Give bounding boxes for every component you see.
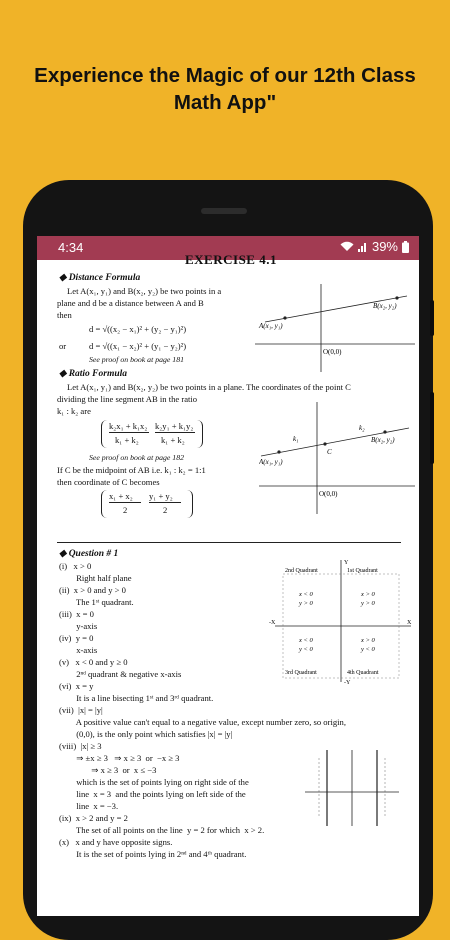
ratio-graph-origin: O(0,0) bbox=[319, 490, 338, 498]
answer-line: The set of all points on the line y = 2 for which x > 2. bbox=[59, 825, 265, 835]
answer-line: A positive value can't equal to a negative value, except number zero, so origin, bbox=[59, 717, 346, 727]
x-axis-label: X bbox=[407, 620, 412, 626]
quadrant-3-x: x < 0 bbox=[299, 637, 313, 644]
ratio-proof: See proof on book at page 182 bbox=[89, 453, 184, 462]
ratio-line5: then coordinate of C becomes bbox=[57, 477, 160, 487]
distance-line2: plane and d be a distance between A and B bbox=[57, 298, 204, 308]
phone-screen bbox=[37, 236, 419, 916]
answer-line: x-axis bbox=[59, 645, 98, 655]
status-icons bbox=[340, 239, 409, 254]
quadrant-1-x: x > 0 bbox=[361, 591, 375, 598]
inequality-graph bbox=[305, 748, 401, 828]
quadrant-1-y: y > 0 bbox=[361, 600, 375, 607]
ratio-graph-a: A(x₁, y₁) bbox=[259, 458, 283, 466]
phone-speaker bbox=[201, 208, 247, 214]
answer-line: line x = 3 and the points lying on left side of the bbox=[59, 789, 246, 799]
distance-graph bbox=[255, 284, 415, 374]
ratio-line1: Let A(x₁, y₁) and B(x₂, y₂) be two points in a plane. The coordinates of the point C bbox=[67, 382, 351, 392]
status-time: 4:34 bbox=[58, 240, 84, 255]
ratio-num2: k₂y₁ + k₁y₂ bbox=[155, 421, 194, 431]
quadrant-4-x: x > 0 bbox=[361, 637, 375, 644]
answer-line: (v) x < 0 and y ≥ 0 bbox=[59, 657, 128, 667]
answer-line: (x) x and y have opposite signs. bbox=[59, 837, 173, 847]
quadrant-2-x: x < 0 bbox=[299, 591, 313, 598]
ratio-fraction-bar2 bbox=[155, 432, 195, 433]
exercise-title: EXERCISE 4.1 bbox=[185, 252, 277, 267]
neg-x-axis-label: -X bbox=[269, 620, 276, 626]
ratio-line3: k₁ : k₂ are bbox=[57, 406, 91, 416]
answer-line: (ii) x > 0 and y > 0 bbox=[59, 585, 126, 595]
quadrant-2-y: y > 0 bbox=[299, 600, 313, 607]
answer-line: which is the set of points lying on right side of the bbox=[59, 777, 249, 787]
answer-line: ⇒ ±x ≥ 3 ⇒ x ≥ 3 or −x ≥ 3 bbox=[59, 753, 180, 763]
distance-or: or bbox=[59, 341, 67, 351]
section-divider bbox=[57, 542, 401, 543]
question-heading bbox=[59, 548, 118, 560]
ratio-num1: k₂x₁ + k₁x₂ bbox=[109, 421, 148, 431]
answer-line: It is a line bisecting 1ˢᵗ and 3ʳᵈ quadrant. bbox=[59, 693, 214, 703]
answer-line: (vii) |x| = |y| bbox=[59, 705, 103, 715]
ratio-heading-text: Ratio Formula bbox=[68, 369, 128, 379]
answer-line: (vi) x = y bbox=[59, 681, 94, 691]
distance-line1: Let A(x₁, y₁) and B(x₂, y₂) be two points in a bbox=[67, 286, 222, 296]
document-page[interactable] bbox=[37, 252, 419, 916]
volume-button bbox=[430, 300, 434, 336]
answer-line: It is the set of points lying in 2ⁿᵈ and 4ᵗʰ quadrant. bbox=[59, 849, 247, 859]
distance-graph-a-label: A(x₁, y₁) bbox=[259, 322, 283, 330]
ratio-graph-c: C bbox=[327, 448, 332, 456]
distance-formula1: d = √((x₂ − x₁)² + (y₂ − y₁)²) bbox=[89, 324, 187, 334]
question-heading-text: Question # 1 bbox=[68, 549, 119, 559]
quadrant-3-y: y < 0 bbox=[299, 646, 313, 653]
answer-line: Right half plane bbox=[59, 573, 132, 583]
ratio-graph bbox=[259, 396, 415, 516]
y-axis-label: Y bbox=[344, 560, 349, 566]
ratio-graph-k1: k₁ bbox=[293, 435, 299, 443]
quadrant-4-y: y < 0 bbox=[361, 646, 375, 653]
answer-line: (i) x > 0 bbox=[59, 561, 92, 571]
promo-headline-line1: Experience the Magic of our 12th Class bbox=[34, 64, 416, 87]
distance-proof: See proof on book at page 181 bbox=[89, 355, 184, 364]
midpoint-num1: x₁ + x₂ bbox=[109, 491, 133, 501]
midpoint-num2: y₁ + y₂ bbox=[149, 491, 173, 501]
quadrant-2-label: 2nd Quadrant bbox=[285, 568, 318, 574]
answer-line: (0,0), is the only point which satisfies |x| = |y| bbox=[59, 729, 233, 739]
diamond-bullet-icon: ◆ bbox=[59, 273, 67, 283]
battery-icon bbox=[402, 241, 409, 253]
quadrant-diagram bbox=[269, 556, 415, 686]
power-button bbox=[430, 392, 434, 464]
quadrant-1-label: 1st Quadrant bbox=[347, 568, 378, 574]
distance-heading bbox=[59, 272, 140, 284]
answer-line: The 1ˢᵗ quadrant. bbox=[59, 597, 134, 607]
ratio-graph-k2: k₂ bbox=[359, 424, 365, 432]
ratio-graph-b: B(x₂, y₂) bbox=[371, 436, 395, 444]
midpoint-den1: 2 bbox=[123, 505, 128, 515]
midpoint-bar1 bbox=[109, 502, 141, 503]
answer-line: 2ⁿᵈ quadrant & negative x-axis bbox=[59, 669, 182, 679]
answer-line: ⇒ x ≥ 3 or x ≤ −3 bbox=[59, 765, 157, 775]
promo-headline bbox=[0, 62, 450, 116]
diamond-bullet-icon: ◆ bbox=[59, 549, 67, 559]
distance-heading-text: Distance Formula bbox=[68, 273, 141, 283]
midpoint-den2: 2 bbox=[163, 505, 168, 515]
ratio-den1: k₁ + k₂ bbox=[115, 435, 139, 445]
ratio-line2: dividing the line segment AB in the ratio bbox=[57, 394, 198, 404]
wifi-icon bbox=[340, 241, 354, 252]
signal-icon bbox=[358, 241, 368, 252]
answer-line: y-axis bbox=[59, 621, 98, 631]
distance-graph-b-label: B(x₂, y₂) bbox=[373, 302, 397, 310]
ratio-fraction-bar1 bbox=[109, 432, 149, 433]
answer-line: (iii) x = 0 bbox=[59, 609, 94, 619]
distance-formula2: d = √((x₁ − x₂)² + (y₁ − y₂)²) bbox=[89, 341, 187, 351]
diamond-bullet-icon: ◆ bbox=[59, 369, 67, 379]
ratio-line4: If C be the midpoint of AB i.e. k₁ : k₂ = 1:1 bbox=[57, 465, 206, 475]
ratio-den2: k₁ + k₂ bbox=[161, 435, 185, 445]
promo-headline-line2: Math App" bbox=[173, 91, 277, 114]
answer-line: (viii) |x| ≥ 3 bbox=[59, 741, 102, 751]
answer-line: line x = −3. bbox=[59, 801, 119, 811]
midpoint-bar2 bbox=[149, 502, 181, 503]
distance-line3: then bbox=[57, 310, 72, 320]
distance-graph-origin-label: O(0,0) bbox=[323, 348, 342, 356]
quadrant-3-label: 3rd Quadrant bbox=[285, 670, 317, 676]
neg-y-axis-label: -Y bbox=[344, 680, 351, 686]
answer-line: (ix) x > 2 and y = 2 bbox=[59, 813, 128, 823]
ratio-heading bbox=[59, 368, 127, 380]
answer-line: (iv) y = 0 bbox=[59, 633, 94, 643]
battery-percent: 39% bbox=[371, 239, 398, 254]
quadrant-4-label: 4th Quadrant bbox=[347, 670, 379, 676]
